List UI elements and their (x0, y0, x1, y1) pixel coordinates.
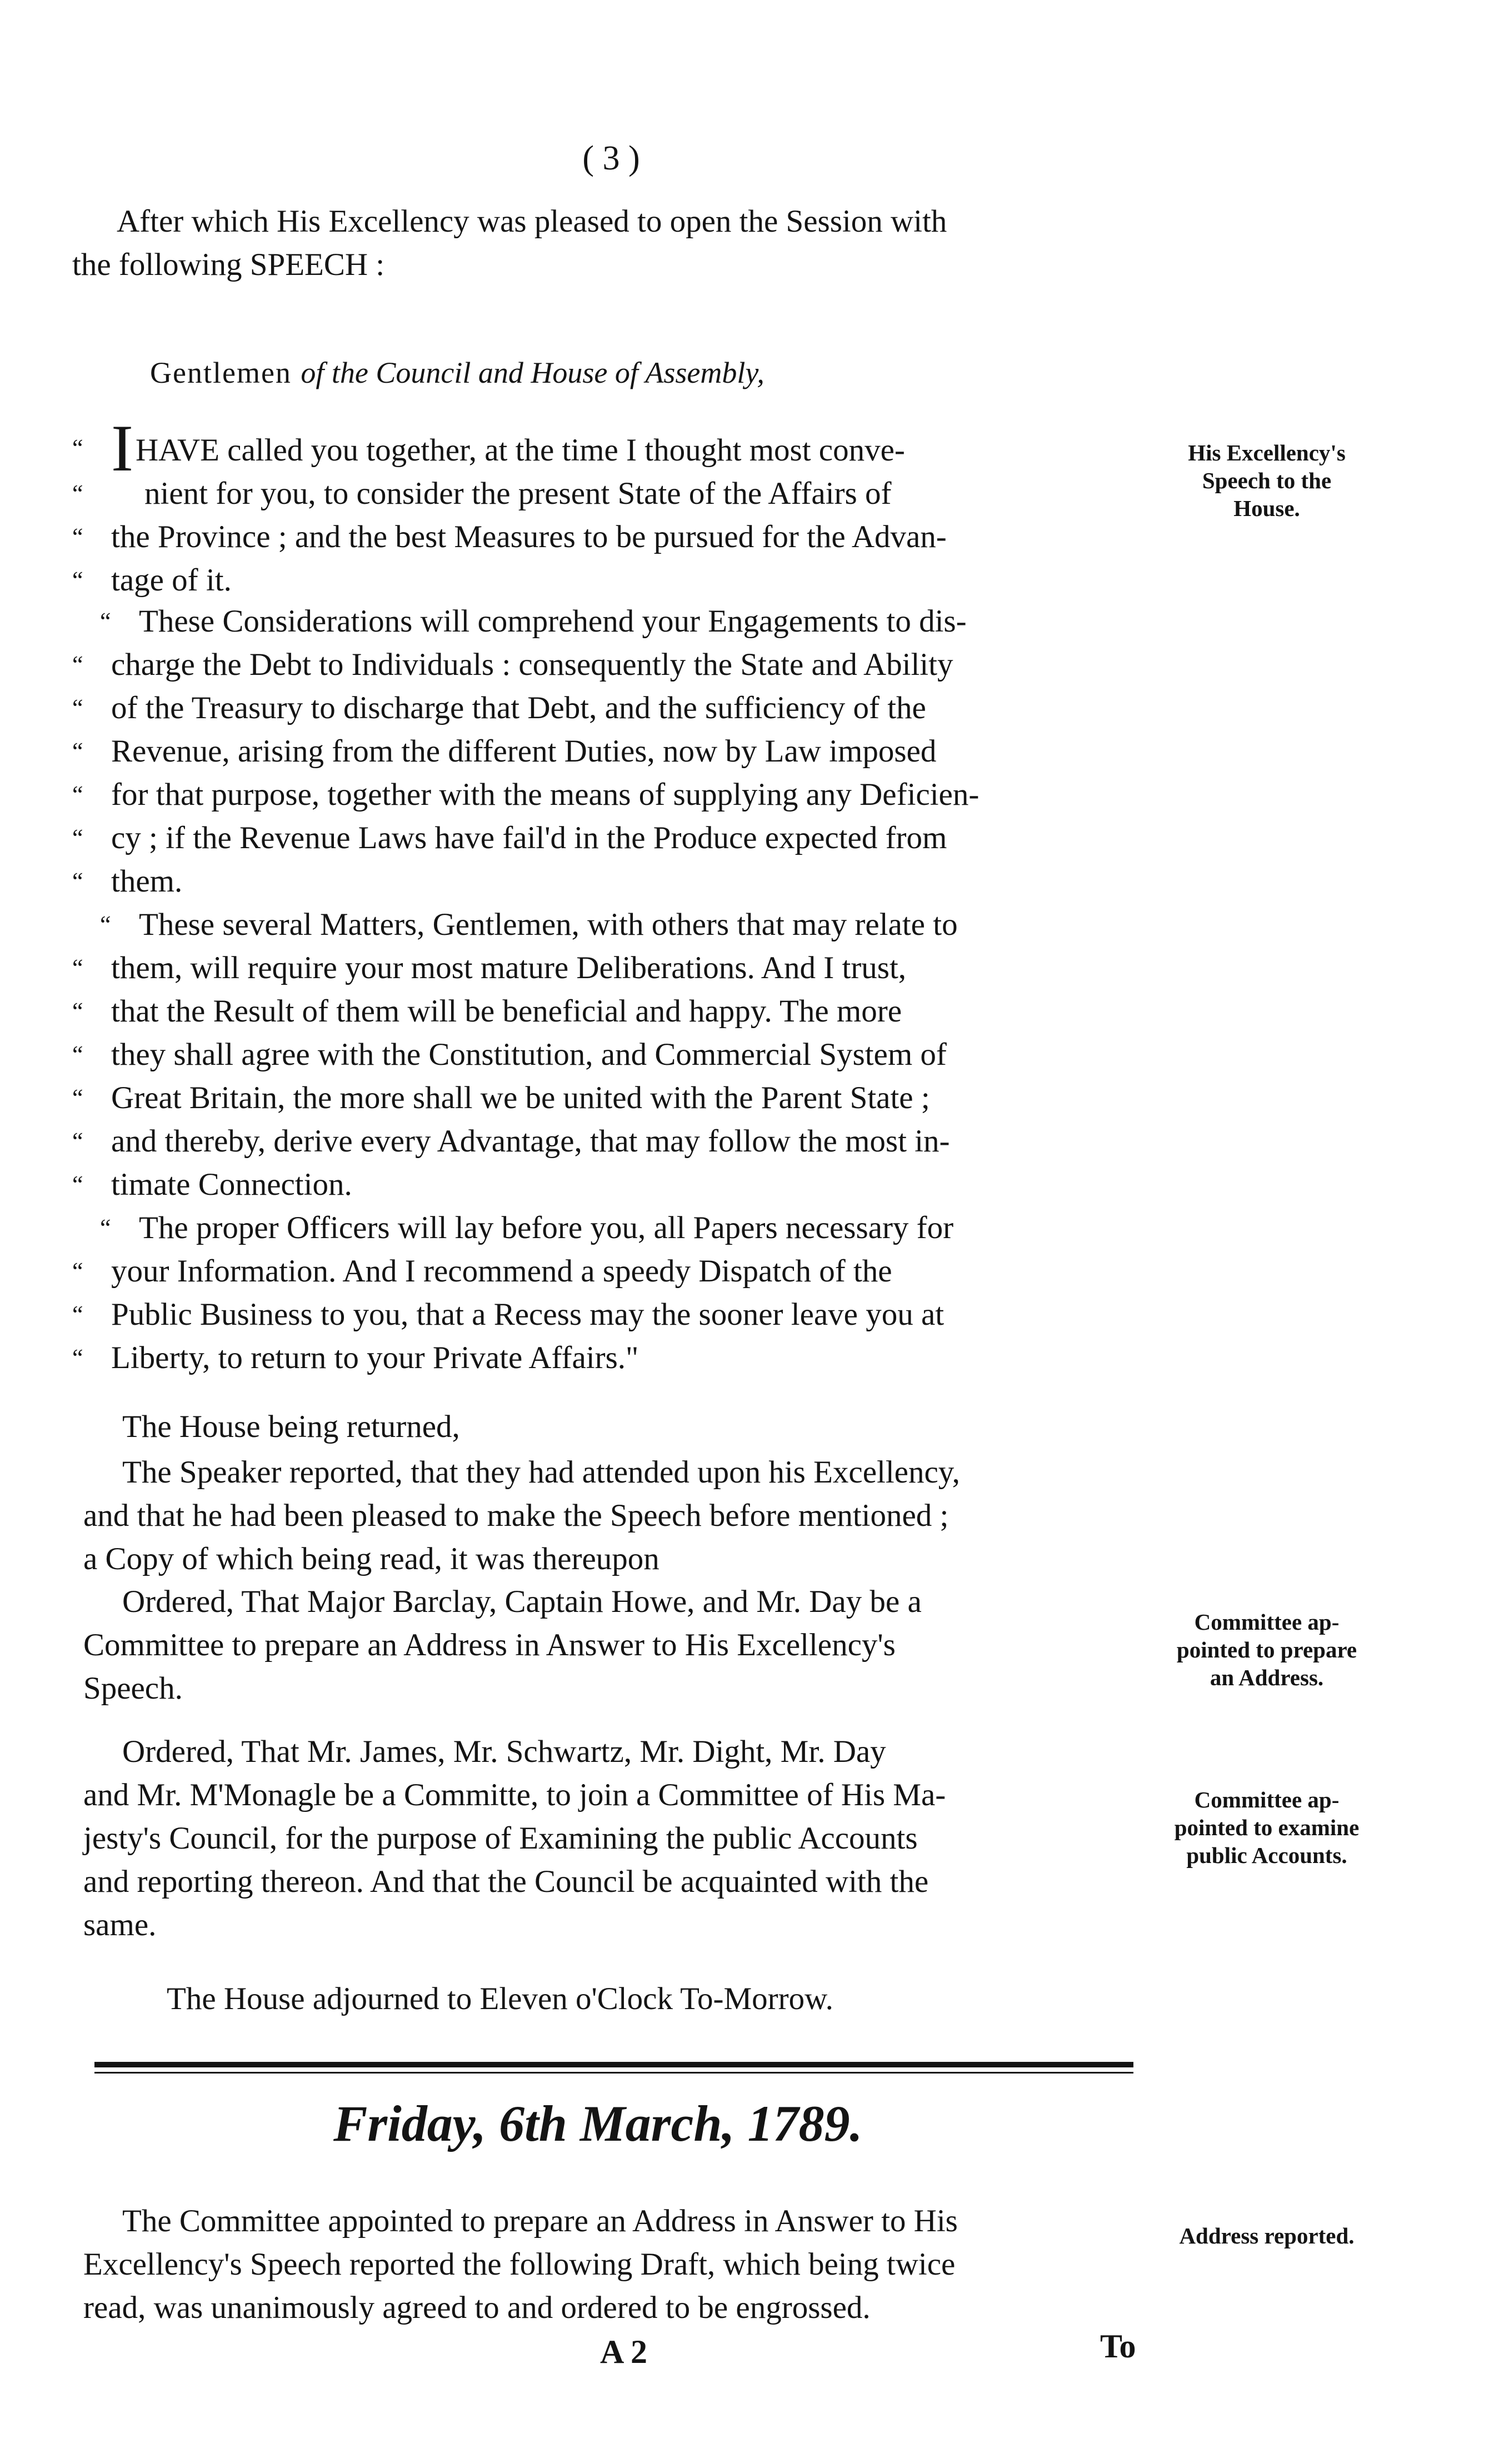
speaker-reported-paragraph: The Speaker reported, that they had attended upon his Excellency, and that he had been pleased to make the Speech before mentioned ; a Copy of which being read, it was thereupon (83, 1455, 960, 1576)
date-heading: Friday, 6th March, 1789. (333, 2095, 863, 2152)
house-returned: The House being returned, (122, 1409, 460, 1444)
salutation-rest: of the Council and House of Assembly, (301, 356, 765, 389)
ordered-address-committee: Ordered, That Major Barclay, Captain Howe, and Mr. Day be a Committee to prepare an Address in Answer to His Excellency's Speech. (83, 1584, 922, 1706)
speech-paragraph-2: “ These Considerations will comprehend your Engagements to dis- “ charge the Debt to Individuals : consequently the State and Ability “ of the Treasury to discharge that Debt, and the sufficiency of the “ Revenue, arising from the different Duties, now by Law imposed “ for that purpose, together with the means of supplying any Deficien- “ cy ; if the Revenue Laws have fail'd in the Produce expected from “ them. (72, 604, 980, 899)
section-rule (94, 2062, 1133, 2067)
ordered-accounts-committee: Ordered, That Mr. James, Mr. Schwartz, Mr. Dight, Mr. Day and Mr. M'Monagle be a Committe, to join a Committee of His Ma- jesty's Council, for the purpose of Examining the public Accounts and reporting thereon. And that the Council be acquainted with the same. (83, 1734, 946, 1942)
salutation-gentlemen: Gentlemen (150, 356, 292, 389)
margin-note-address-reported: Address reported. (1179, 2223, 1355, 2248)
margin-note-speech: His Excellency's Speech to the House. (1188, 440, 1346, 521)
house-adjourned: The House adjourned to Eleven o'Clock To-Morrow. (167, 1981, 833, 2016)
section-rule-thin (94, 2072, 1133, 2074)
page-number: ( 3 ) (582, 139, 640, 177)
salutation (150, 355, 765, 390)
speech-paragraph-4: “ The proper Officers will lay before you, all Papers necessary for “ your Information. And I recommend a speedy Dispatch of the “ Public Business to you, that a Recess may the sooner leave you at “ Liberty, to return to your Private Affairs." (72, 1210, 954, 1375)
speech-paragraph-3: “ These several Matters, Gentlemen, with others that may relate to “ them, will require your most mature Deliberations. And I trust, “ that the Result of them will be beneficial and happy. The more “ they shall agree with the Constitution, and Commercial System of “ Great Britain, the more shall we be united with the Parent State ; “ and thereby, derive every Advantage, that may follow the most in- “ timate Connection. (72, 907, 958, 1202)
drop-cap: I (111, 411, 133, 485)
intro-line-1: After which His Excellency was pleased to open the Session with (117, 204, 947, 239)
margin-note-accounts-committee: Committee ap- pointed to examine public Accounts. (1174, 1787, 1360, 1868)
catchword: To (1100, 2328, 1136, 2365)
intro-paragraph (72, 200, 1128, 287)
margin-note-address-committee: Committee ap- pointed to prepare an Address. (1176, 1609, 1357, 1690)
intro-line-2: the following SPEECH : (72, 247, 385, 282)
speech-paragraph-1: “ IHAVE called you together, at the time I thought most conve- “ nient for you, to consider the present State of the Affairs of “ the Province ; and the best Measures to be pursued for the Advan- “ tage of it. (72, 411, 947, 598)
signature-mark: A 2 (600, 2333, 648, 2370)
address-reported-paragraph: The Committee appointed to prepare an Address in Answer to His Excellency's Speech reported the following Draft, which being twice read, was unanimously agreed to and ordered to be engrossed. (83, 2203, 958, 2325)
